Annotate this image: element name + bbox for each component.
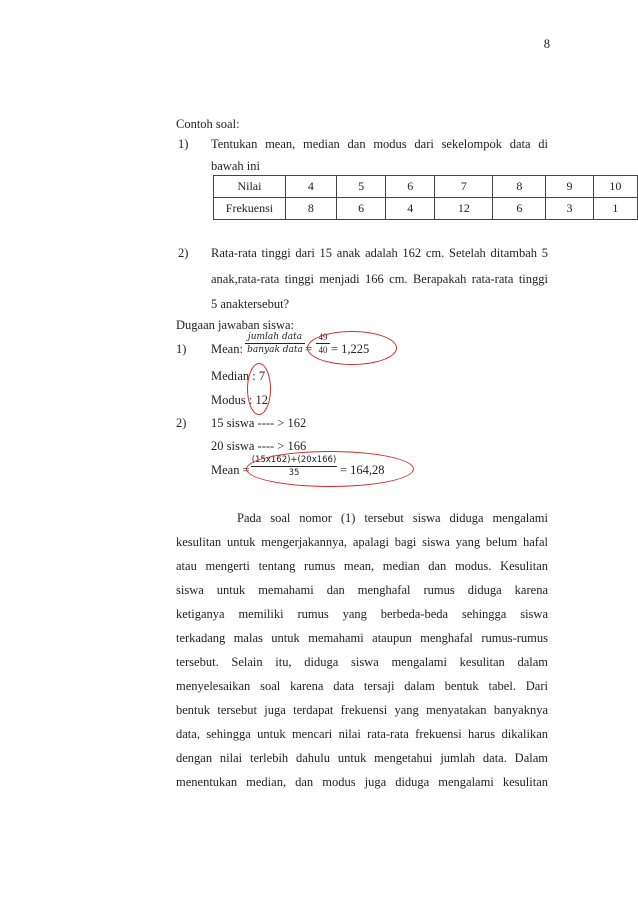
- a1-result: = 1,225: [331, 342, 370, 356]
- annotation-circle: [307, 331, 397, 365]
- discussion-paragraph: [176, 506, 548, 794]
- a1-equals: =: [305, 342, 313, 356]
- paragraph-line: menentukan median, dan modus juga diduga mengalami kesulitan: [176, 775, 548, 789]
- table-cell: Frekuensi: [214, 198, 286, 220]
- table-cell: 5: [336, 176, 385, 198]
- table-cell: 9: [546, 176, 593, 198]
- a1-median: Median : 7: [211, 369, 266, 383]
- fraction-numerator: jumlah data: [247, 332, 303, 342]
- annotation-circle: [246, 451, 414, 487]
- table-cell: 1: [593, 198, 637, 220]
- mean-fraction: [245, 332, 305, 355]
- paragraph-line: bentuk tersebut juga terdapat frekuensi yang menyatakan banyaknya: [176, 703, 548, 717]
- page-number: 8: [543, 37, 550, 51]
- table-cell: 12: [435, 198, 493, 220]
- q2-line3: 5 anaktersebut?: [211, 297, 290, 311]
- q2-number: 2): [178, 246, 189, 260]
- paragraph-line: dengan nilai terlebih dahulu untuk mengetahui jumlah data. Dalam: [176, 751, 548, 765]
- table-cell: 6: [493, 198, 546, 220]
- paragraph-line: atau mengerti tentang rumus mean, median dan modus. Kesulitan: [176, 559, 548, 573]
- table-cell: 10: [593, 176, 637, 198]
- table-row: [214, 176, 638, 198]
- q1-number: 1): [178, 137, 189, 151]
- a2-number: 2): [176, 416, 187, 430]
- q1-line2: bawah ini: [211, 159, 260, 173]
- table-cell: 3: [546, 198, 593, 220]
- q2-line1: Rata-rata tinggi dari 15 anak adalah 162 cm. Setelah ditambah 5: [211, 246, 548, 260]
- paragraph-line: kesulitan untuk mengerjakannya, apalagi bagi siswa yang belum hafal: [176, 535, 548, 549]
- table-cell: 8: [285, 198, 336, 220]
- fraction-numerator: (15x162)+(20x166): [251, 455, 337, 465]
- annotation-circle: [247, 363, 271, 415]
- a1-number: 1): [176, 342, 187, 356]
- paragraph-line: Pada soal nomor (1) tersebut siswa diduga mengalami: [237, 511, 548, 525]
- a1-modus: Modus : 12: [211, 393, 268, 407]
- paragraph-line: siswa untuk memahami dan menghafal rumus diduga karena: [176, 583, 548, 597]
- fraction-denominator: 35: [288, 468, 300, 478]
- table-cell: Nilai: [214, 176, 286, 198]
- q1-line1: Tentukan mean, median dan modus dari sekelompok data di: [211, 137, 548, 151]
- table-cell: 6: [386, 176, 435, 198]
- table-cell: 4: [386, 198, 435, 220]
- a2-result: = 164,28: [340, 463, 385, 477]
- table-cell: 8: [493, 176, 546, 198]
- paragraph-line: menyelesaikan soal karena data tersaji dalam bentuk tabel. Dari: [176, 679, 548, 693]
- a2-mean-label: Mean =: [211, 463, 250, 477]
- q2-line2: anak,rata-rata tinggi menjadi 166 cm. Berapakah rata-rata tinggi: [211, 272, 548, 286]
- table-cell: 7: [435, 176, 493, 198]
- table-cell: 4: [285, 176, 336, 198]
- answers-heading: Dugaan jawaban siswa:: [176, 318, 295, 332]
- example-heading: Contoh soal:: [176, 117, 240, 131]
- a2-line2: 20 siswa ---- > 166: [211, 439, 307, 453]
- table-cell: 6: [336, 198, 385, 220]
- fraction-numerator: 49: [318, 332, 328, 342]
- a1-mean-label: Mean:: [211, 342, 243, 356]
- paragraph-line: tersebut. Selain itu, diduga siswa mengalami kesulitan dalam: [176, 655, 548, 669]
- frequency-table: [213, 175, 638, 220]
- a2-line1: 15 siswa ---- > 162: [211, 416, 307, 430]
- fraction-denominator: banyak data: [247, 345, 303, 355]
- paragraph-line: ketiganya memiliki rumus yang berbeda-beda sehingga siswa: [176, 607, 548, 621]
- table-row: [214, 198, 638, 220]
- paragraph-line: data, sehingga untuk mencari nilai rata-rata frekuensi harus dikalikan: [176, 727, 548, 741]
- fraction-denominator: 40: [318, 345, 328, 355]
- paragraph-line: terkadang malas untuk memahami ataupun menghafal rumus-rumus: [176, 631, 548, 645]
